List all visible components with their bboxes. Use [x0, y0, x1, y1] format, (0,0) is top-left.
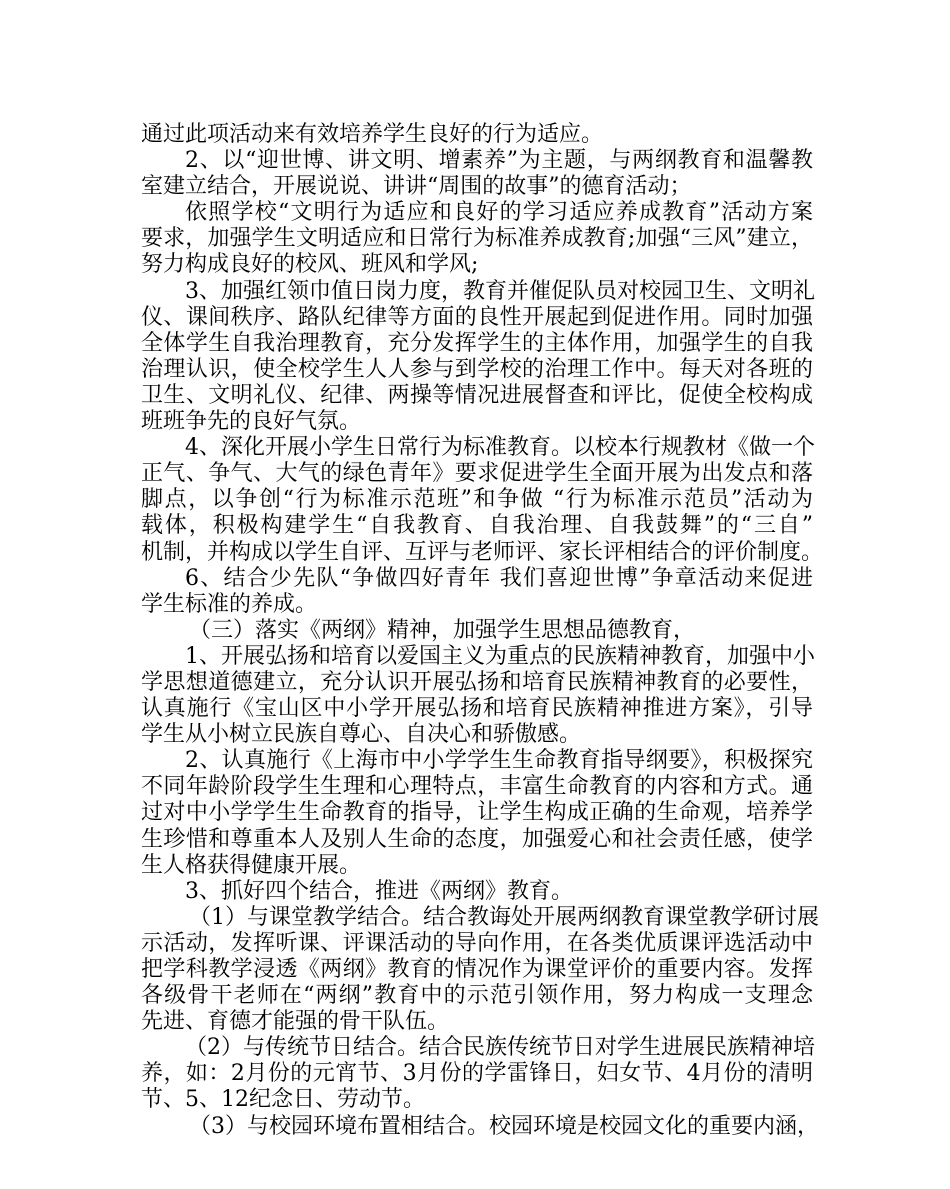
text-line: 脚点，以争创“行为标准示范班”和争做 “行为标准示范员”活动为 — [141, 487, 813, 513]
text-line: （3）与校园环境布置相结合。校园环境是校园文化的重要内涵， — [189, 1113, 819, 1139]
text-line: 学思想道德建立，充分认识开展弘扬和培育民族精神教育的必要性， — [141, 669, 813, 695]
text-line: 2、以“迎世博、讲文明、增素养”为主题，与两纲教育和温馨教 — [185, 148, 813, 174]
text-line: 班班争先的良好气氛。 — [141, 409, 362, 435]
text-line: 治理认识，使全校学生人人参与到学校的治理工作中。每天对各班的 — [141, 356, 813, 382]
text-line: 依照学校“文明行为适应和良好的学习适应养成教育”活动方案 — [185, 200, 813, 226]
text-line: 先进、育德才能强的骨干队伍。 — [141, 1009, 450, 1035]
text-line: 各级骨干老师在“两纲”教育中的示范引领作用，努力构成一支理念 — [141, 983, 813, 1009]
text-line: 学生从小树立民族自尊心、自决心和骄傲感。 — [141, 722, 582, 748]
text-line: 1、开展弘扬和培育以爱国主义为重点的民族精神教育，加强中小 — [185, 643, 815, 669]
text-line: 3、抓好四个结合，推进《两纲》教育。 — [185, 878, 573, 904]
text-line: （1）与课堂教学结合。结合教诲处开展两纲教育课堂教学研讨展 — [189, 904, 819, 930]
text-line: 养，如：2月份的元宵节、3月份的学雷锋日，妇女节、4月份的清明 — [141, 1061, 813, 1087]
text-line: 载体，积极构建学生“自我教育、自我治理、自我鼓舞”的“三自” — [141, 513, 813, 539]
text-line: 学生标准的养成。 — [141, 591, 318, 617]
text-line: 2、认真施行《上海市中小学学生生命教育指导纲要》，积极探究 — [185, 748, 813, 774]
text-line: 生人格获得健康开展。 — [141, 852, 362, 878]
text-line: （2）与传统节日结合。结合民族传统节日对学生进展民族精神培 — [185, 1035, 815, 1061]
text-line: 4、深化开展小学生日常行为标准教育。以校本行规教材《做一个 — [185, 435, 815, 461]
text-line: 仪、课间秩序、路队纪律等方面的良性开展起到促进作用。同时加强 — [141, 304, 813, 330]
text-line: 机制，并构成以学生自评、互评与老师评、家长评相结合的评价制度。 — [141, 539, 824, 565]
text-line: 把学科教学浸透《两纲》教育的情况作为课堂评价的重要内容。发挥 — [141, 957, 813, 982]
text-line: 通过此项活动来有效培养学生良好的行为适应。 — [141, 122, 604, 147]
text-line: 示活动，发挥听课、评课活动的导向作用，在各类优质课评选活动中 — [141, 930, 813, 956]
text-line: 努力构成良好的校风、班风和学风; — [141, 252, 479, 278]
text-line: 全体学生自我治理教育，充分发挥学生的主体作用，加强学生的自我 — [141, 330, 813, 356]
text-line: 节、5、12纪念日、劳动节。 — [141, 1087, 425, 1113]
body-text — [141, 122, 824, 1140]
section-heading: （三）落实《两纲》精神，加强学生思想品德教育， — [189, 617, 696, 643]
text-line: 认真施行《宝山区中小学开展弘扬和培育民族精神推进方案》，引导 — [141, 696, 813, 722]
text-line: 正气、争气、大气的绿色青年》要求促进学生全面开展为出发点和落 — [141, 461, 813, 487]
text-line: 要求，加强学生文明适应和日常行为标准养成教育;加强“三风”建立， — [141, 226, 813, 252]
text-line: 卫生、文明礼仪、纪律、两操等情况进展督查和评比，促使全校构成 — [141, 382, 813, 408]
text-line: 室建立结合，开展说说、讲讲“周围的故事”的德育活动； — [141, 174, 692, 200]
text-line: 3、加强红领巾值日岗力度，教育并催促队员对校园卫生、文明礼 — [185, 278, 815, 304]
text-line: 生珍惜和尊重本人及别人生命的态度，加强爱心和社会责任感，使学 — [141, 826, 813, 852]
text-line: 6、结合少先队“争做四好青年 我们喜迎世博”争章活动来促进 — [185, 565, 813, 591]
text-line: 过对中小学学生生命教育的指导，让学生构成正确的生命观，培养学 — [141, 800, 813, 826]
text-line: 不同年龄阶段学生生理和心理特点，丰富生命教育的内容和方式。通 — [141, 774, 813, 800]
